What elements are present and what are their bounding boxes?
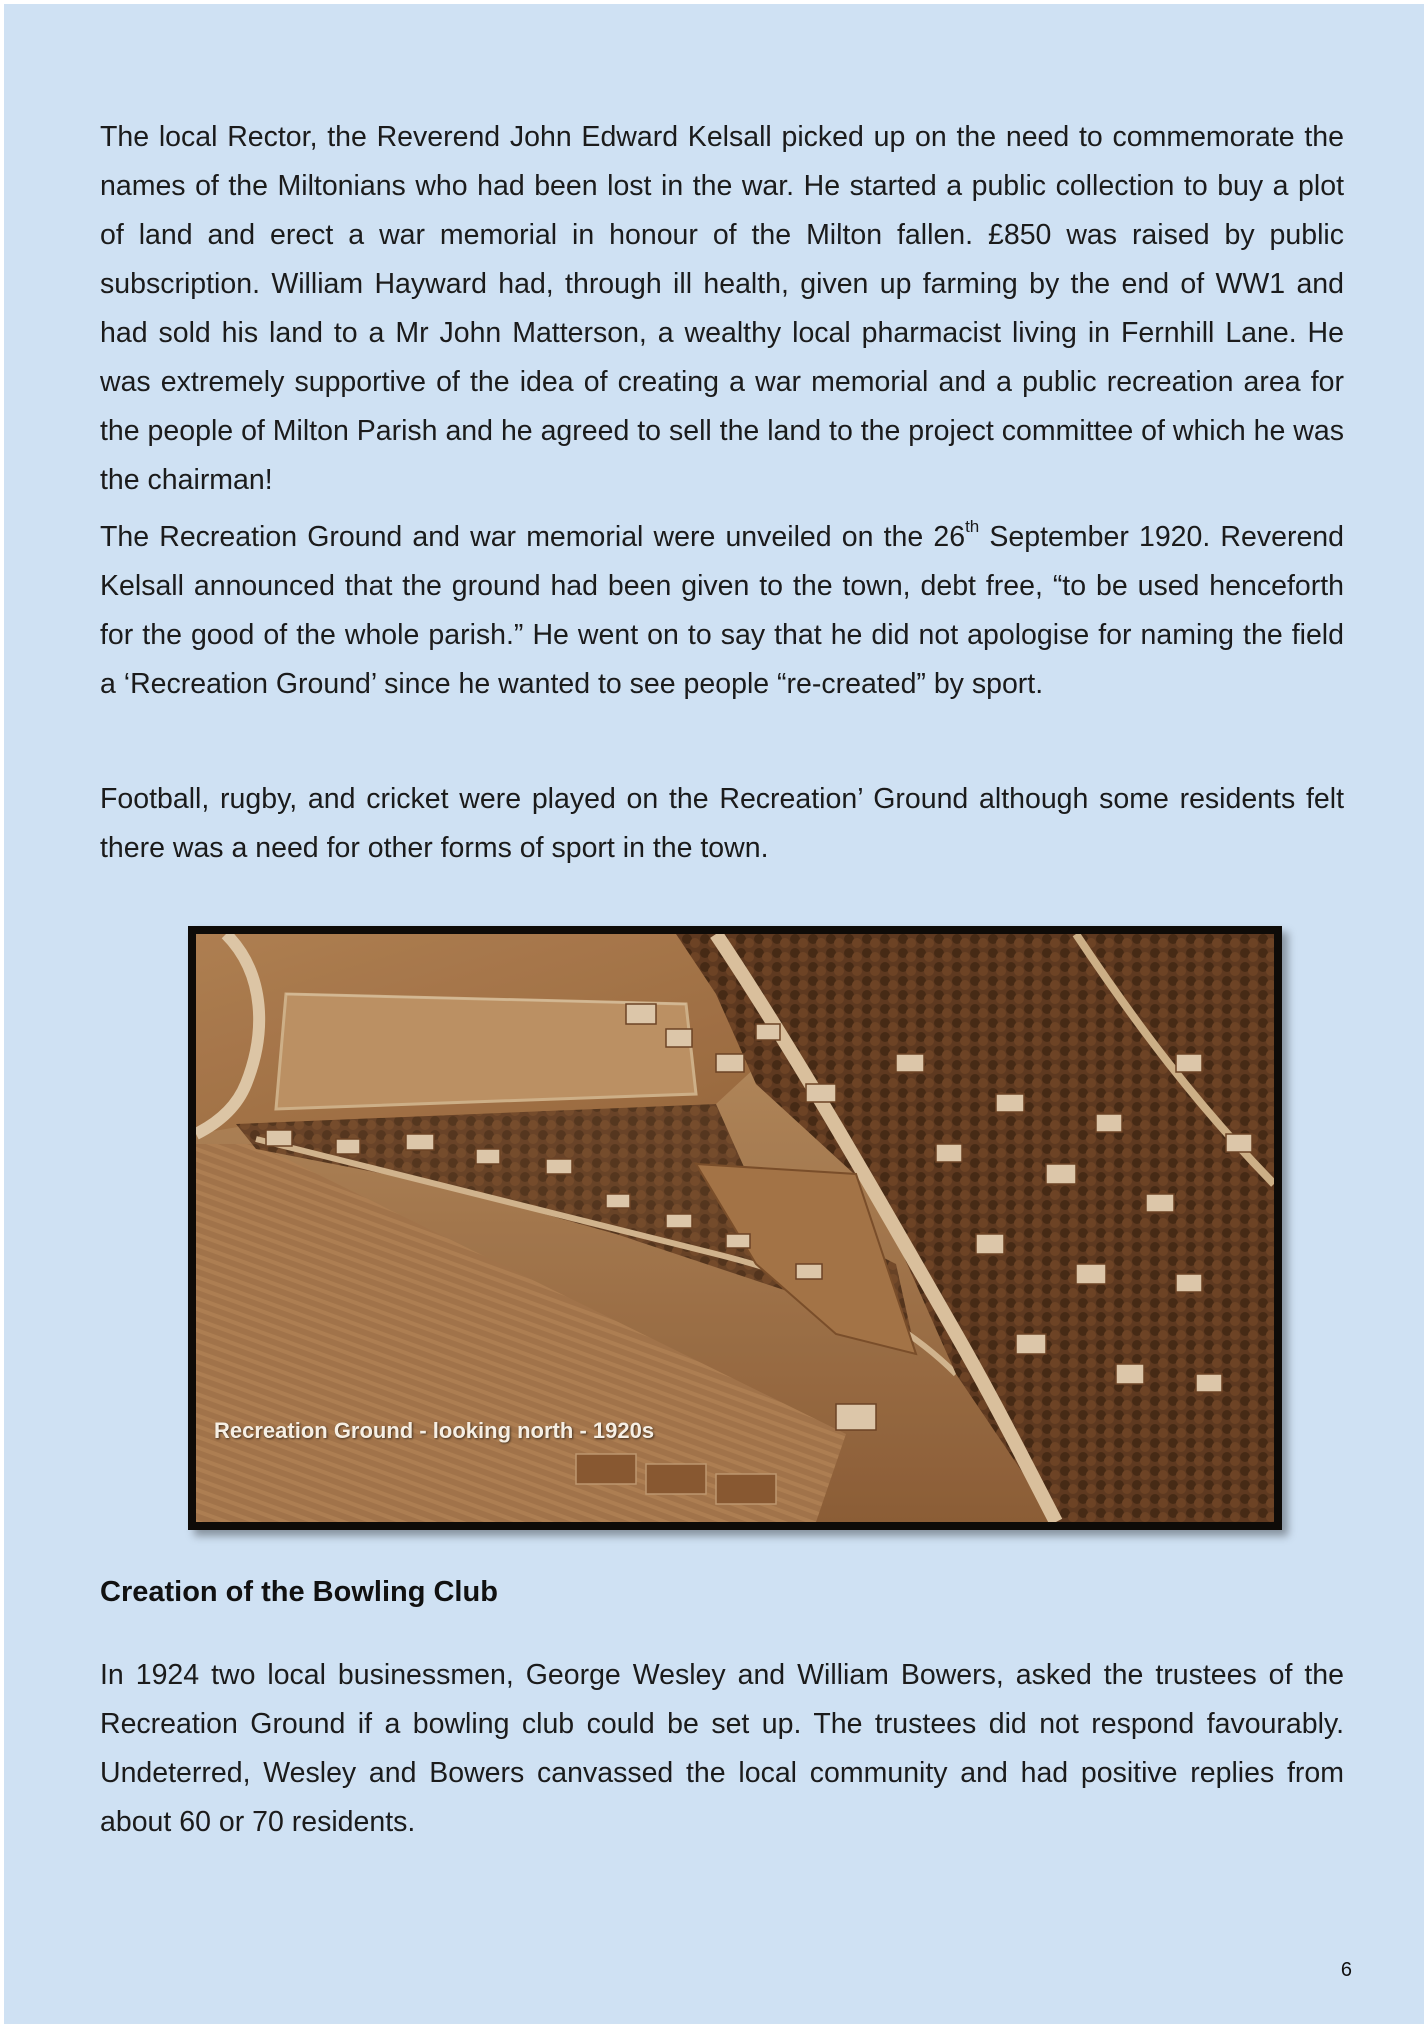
paragraph-sports: Football, rugby, and cricket were played on the Recreation’ Ground although some residents felt there was a need for other forms of sport in the town.: [100, 783, 1344, 864]
paragraph-bowling-club: In 1924 two local businessmen, George Wesley and William Bowers, asked the trustees of the Recreation Ground if a bowling club could be set up. The trustees did not respond favourably. Undeterred, Wesley and Bowers canvassed the local community and had positive replies from about 60 or 70 residents.: [100, 1659, 1344, 1838]
page-number: 6: [1340, 1959, 1352, 1981]
paragraph-unveiling: [100, 513, 1344, 709]
paragraph-rector: The local Rector, the Reverend John Edward Kelsall picked up on the need to commemorate the names of the Miltonians who had been lost in the war. He started a public collection to buy a plot of land and erect a war memorial in honour of the Milton fallen. £850 was raised by public subscription. William Hayward had, through ill health, given up farming by the end of WW1 and had sold his land to a Mr John Matterson, a wealthy local pharmacist living in Fernhill Lane. He was extremely supportive of the idea of creating a war memorial and a public recreation area for the people of Milton Parish and he agreed to sell the land to the project committee of which he was the chairman!: [100, 121, 1344, 496]
ordinal-suffix: th: [965, 517, 980, 536]
paragraph-unveiling-start: The Recreation Ground and war memorial were unveiled on the 26: [100, 521, 966, 553]
page: [4, 4, 1424, 2024]
aerial-photo-frame: [188, 926, 1282, 1530]
section-heading: Creation of the Bowling Club: [100, 1576, 498, 1608]
paragraph-unveiling-end: September 1920. Reverend Kelsall announced that the ground had been given to the town, debt free, “to be used henceforth for the good of the whole parish.” He went on to say that he did not apologise for naming the field a ‘Recreation Ground’ since he wanted to see people “re-created” by sport.: [100, 521, 1345, 700]
aerial-photo: [196, 934, 1274, 1522]
photo-caption: Recreation Ground - looking north - 1920s: [214, 1418, 655, 1443]
